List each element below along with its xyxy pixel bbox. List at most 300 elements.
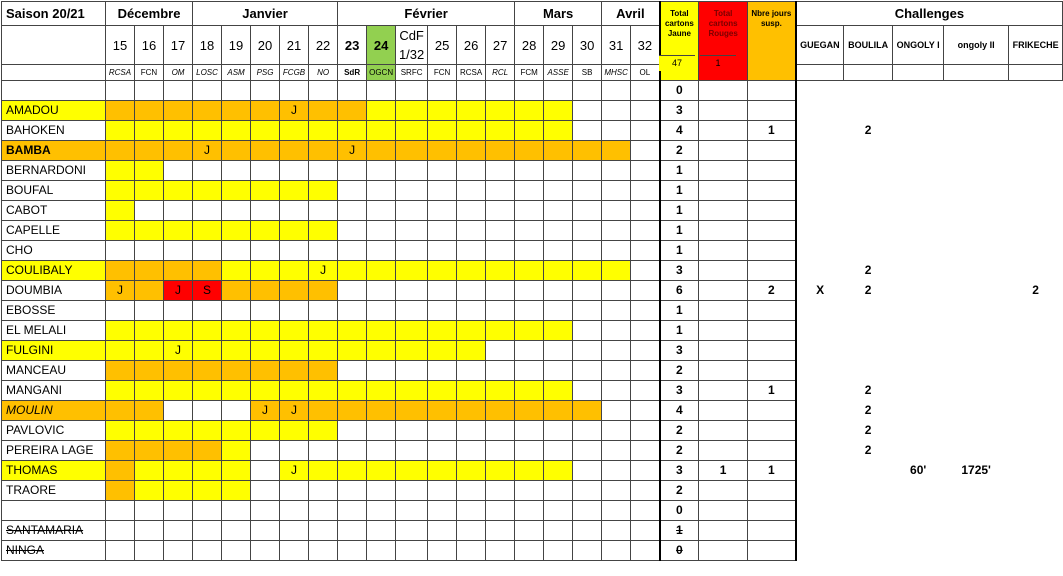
match-cell[interactable] [164, 441, 193, 461]
match-cell[interactable] [486, 141, 515, 161]
match-cell[interactable] [367, 341, 396, 361]
total-yellow-cell[interactable]: 2 [660, 481, 699, 501]
challenge-cell[interactable] [944, 161, 1009, 181]
match-cell[interactable] [544, 481, 573, 501]
match-cell[interactable] [367, 201, 396, 221]
match-cell[interactable] [457, 241, 486, 261]
suspension-cell[interactable] [748, 161, 796, 181]
match-cell[interactable] [222, 101, 251, 121]
match-cell[interactable]: J [164, 281, 193, 301]
match-cell[interactable] [222, 301, 251, 321]
match-cell[interactable] [515, 501, 544, 521]
match-cell[interactable] [428, 461, 457, 481]
match-cell[interactable] [106, 421, 135, 441]
match-cell[interactable]: S [193, 281, 222, 301]
match-cell[interactable] [457, 441, 486, 461]
match-cell[interactable] [396, 421, 428, 441]
match-cell[interactable] [457, 361, 486, 381]
match-cell[interactable] [135, 101, 164, 121]
match-cell[interactable] [544, 461, 573, 481]
match-cell[interactable] [486, 441, 515, 461]
challenge-cell[interactable] [844, 461, 893, 481]
match-cell[interactable] [164, 121, 193, 141]
player-name[interactable]: EBOSSE [2, 301, 106, 321]
challenge-cell[interactable] [796, 441, 844, 461]
challenge-cell[interactable] [796, 221, 844, 241]
match-cell[interactable] [573, 221, 602, 241]
match-cell[interactable] [309, 321, 338, 341]
total-red-cell[interactable] [699, 481, 748, 501]
match-cell[interactable] [486, 121, 515, 141]
player-name[interactable]: CABOT [2, 201, 106, 221]
match-cell[interactable] [428, 381, 457, 401]
match-cell[interactable] [309, 481, 338, 501]
match-cell[interactable] [396, 81, 428, 101]
match-cell[interactable] [573, 101, 602, 121]
challenge-cell[interactable] [893, 421, 944, 441]
match-cell[interactable] [573, 81, 602, 101]
match-cell[interactable] [135, 161, 164, 181]
match-cell[interactable] [515, 101, 544, 121]
match-cell[interactable] [222, 361, 251, 381]
match-cell[interactable] [309, 401, 338, 421]
match-cell[interactable] [251, 141, 280, 161]
match-cell[interactable] [222, 81, 251, 101]
match-cell[interactable]: J [338, 141, 367, 161]
match-cell[interactable] [251, 441, 280, 461]
match-cell[interactable] [309, 281, 338, 301]
match-cell[interactable] [602, 441, 631, 461]
match-cell[interactable] [338, 481, 367, 501]
match-cell[interactable] [193, 481, 222, 501]
match-cell[interactable] [309, 521, 338, 541]
challenge-cell[interactable] [944, 121, 1009, 141]
match-cell[interactable] [106, 241, 135, 261]
match-cell[interactable] [515, 381, 544, 401]
challenge-cell[interactable] [893, 381, 944, 401]
total-red-cell[interactable] [699, 241, 748, 261]
challenge-cell[interactable] [844, 361, 893, 381]
match-cell[interactable] [515, 541, 544, 561]
match-cell[interactable] [164, 461, 193, 481]
match-cell[interactable] [367, 161, 396, 181]
match-cell[interactable] [251, 281, 280, 301]
match-cell[interactable] [573, 481, 602, 501]
match-cell[interactable] [486, 461, 515, 481]
match-cell[interactable] [544, 401, 573, 421]
match-cell[interactable] [573, 121, 602, 141]
match-cell[interactable] [602, 281, 631, 301]
match-cell[interactable] [602, 461, 631, 481]
match-cell[interactable] [428, 101, 457, 121]
match-cell[interactable] [544, 301, 573, 321]
match-cell[interactable] [106, 501, 135, 521]
match-cell[interactable] [222, 221, 251, 241]
suspension-cell[interactable] [748, 481, 796, 501]
match-cell[interactable] [222, 541, 251, 561]
challenge-cell[interactable] [844, 161, 893, 181]
match-cell[interactable] [396, 321, 428, 341]
match-cell[interactable] [367, 281, 396, 301]
match-cell[interactable] [515, 421, 544, 441]
match-cell[interactable] [602, 181, 631, 201]
match-cell[interactable] [631, 221, 660, 241]
match-cell[interactable] [280, 281, 309, 301]
match-cell[interactable] [396, 541, 428, 561]
match-cell[interactable] [515, 361, 544, 381]
match-cell[interactable] [251, 121, 280, 141]
match-cell[interactable] [631, 301, 660, 321]
player-name[interactable]: PEREIRA LAGE [2, 441, 106, 461]
challenge-cell[interactable]: 2 [864, 283, 872, 297]
match-cell[interactable] [106, 121, 135, 141]
match-cell[interactable] [544, 221, 573, 241]
match-cell[interactable] [367, 141, 396, 161]
match-cell[interactable] [280, 181, 309, 201]
total-red-cell[interactable] [699, 441, 748, 461]
match-cell[interactable] [106, 81, 135, 101]
match-cell[interactable] [309, 361, 338, 381]
match-cell[interactable] [602, 101, 631, 121]
match-cell[interactable] [457, 181, 486, 201]
match-cell[interactable] [486, 501, 515, 521]
match-cell[interactable] [135, 361, 164, 381]
match-cell[interactable] [544, 541, 573, 561]
match-cell[interactable] [135, 221, 164, 241]
challenge-cell[interactable] [893, 281, 944, 301]
challenge-cell[interactable] [796, 401, 844, 421]
match-cell[interactable] [193, 321, 222, 341]
match-cell[interactable] [338, 281, 367, 301]
player-name[interactable]: PAVLOVIC [2, 421, 106, 441]
match-cell[interactable] [164, 401, 193, 421]
suspension-cell[interactable] [748, 521, 796, 541]
challenge-cell[interactable] [893, 401, 944, 421]
match-cell[interactable] [515, 81, 544, 101]
challenge-cell[interactable] [1009, 121, 1063, 141]
match-cell[interactable] [164, 81, 193, 101]
match-cell[interactable] [428, 401, 457, 421]
challenge-cell[interactable] [844, 241, 893, 261]
match-cell[interactable] [367, 321, 396, 341]
challenge-cell[interactable] [1009, 201, 1063, 221]
match-cell[interactable] [164, 481, 193, 501]
match-cell[interactable] [515, 341, 544, 361]
match-cell[interactable] [338, 401, 367, 421]
match-cell[interactable] [515, 221, 544, 241]
player-name[interactable] [2, 501, 106, 521]
match-cell[interactable] [631, 401, 660, 421]
match-cell[interactable] [396, 201, 428, 221]
match-cell[interactable] [164, 361, 193, 381]
match-cell[interactable] [396, 341, 428, 361]
challenge-cell[interactable] [844, 181, 893, 201]
challenge-cell[interactable] [1009, 401, 1063, 421]
match-cell[interactable] [251, 81, 280, 101]
match-cell[interactable] [544, 361, 573, 381]
challenge-cell[interactable] [944, 221, 1009, 241]
match-cell[interactable] [135, 301, 164, 321]
challenge-cell[interactable] [1009, 441, 1063, 461]
total-yellow-cell[interactable]: 3 [660, 101, 699, 121]
match-cell[interactable] [367, 461, 396, 481]
match-cell[interactable] [573, 281, 602, 301]
match-cell[interactable] [193, 261, 222, 281]
match-cell[interactable] [164, 161, 193, 181]
match-cell[interactable] [309, 141, 338, 161]
match-cell[interactable] [486, 221, 515, 241]
player-name[interactable]: SANTAMARIA [2, 521, 106, 541]
match-cell[interactable] [193, 241, 222, 261]
player-name[interactable]: CHO [2, 241, 106, 261]
match-cell[interactable] [515, 461, 544, 481]
match-cell[interactable] [396, 121, 428, 141]
match-cell[interactable] [631, 341, 660, 361]
challenge-cell[interactable] [893, 441, 944, 461]
match-cell[interactable] [222, 481, 251, 501]
match-cell[interactable] [631, 481, 660, 501]
match-cell[interactable] [251, 341, 280, 361]
challenge-cell[interactable] [796, 481, 844, 501]
match-cell[interactable] [106, 301, 135, 321]
match-cell[interactable] [164, 241, 193, 261]
match-cell[interactable] [251, 161, 280, 181]
match-cell[interactable] [193, 301, 222, 321]
match-cell[interactable] [457, 501, 486, 521]
match-cell[interactable] [309, 101, 338, 121]
match-cell[interactable] [367, 501, 396, 521]
player-name[interactable] [2, 81, 106, 101]
match-cell[interactable] [135, 401, 164, 421]
match-cell[interactable] [280, 241, 309, 261]
challenge-cell[interactable] [844, 321, 893, 341]
match-cell[interactable] [631, 461, 660, 481]
match-cell[interactable] [367, 81, 396, 101]
match-cell[interactable] [135, 261, 164, 281]
match-cell[interactable] [338, 321, 367, 341]
match-cell[interactable] [193, 541, 222, 561]
match-cell[interactable] [106, 401, 135, 421]
challenge-cell[interactable] [1009, 261, 1063, 281]
challenge-cell[interactable] [796, 321, 844, 341]
match-cell[interactable] [544, 161, 573, 181]
match-cell[interactable] [106, 541, 135, 561]
match-cell[interactable] [515, 401, 544, 421]
total-red-cell[interactable] [699, 221, 748, 241]
challenge-cell[interactable] [944, 421, 1009, 441]
match-cell[interactable] [251, 481, 280, 501]
match-cell[interactable] [164, 381, 193, 401]
match-cell[interactable] [309, 441, 338, 461]
match-cell[interactable] [193, 381, 222, 401]
challenge-cell[interactable] [944, 401, 1009, 421]
challenge-cell[interactable] [844, 541, 893, 561]
match-cell[interactable] [367, 121, 396, 141]
match-cell[interactable] [602, 141, 631, 161]
challenge-cell[interactable] [844, 481, 893, 501]
match-cell[interactable] [164, 221, 193, 241]
match-cell[interactable] [367, 101, 396, 121]
match-cell[interactable] [309, 181, 338, 201]
match-cell[interactable] [396, 161, 428, 181]
match-cell[interactable] [602, 361, 631, 381]
match-cell[interactable] [135, 541, 164, 561]
match-cell[interactable] [544, 501, 573, 521]
match-cell[interactable] [280, 121, 309, 141]
match-cell[interactable] [573, 341, 602, 361]
match-cell[interactable] [486, 421, 515, 441]
challenge-cell[interactable] [944, 241, 1009, 261]
match-cell[interactable] [544, 181, 573, 201]
match-cell[interactable] [544, 281, 573, 301]
match-cell[interactable] [602, 241, 631, 261]
challenge-cell[interactable] [893, 481, 944, 501]
challenge-cell[interactable] [796, 361, 844, 381]
match-cell[interactable] [544, 101, 573, 121]
challenge-cell[interactable] [944, 501, 1009, 521]
match-cell[interactable] [457, 101, 486, 121]
total-yellow-cell[interactable]: 4 [660, 401, 699, 421]
match-cell[interactable] [280, 361, 309, 381]
match-cell[interactable] [338, 521, 367, 541]
match-cell[interactable] [222, 321, 251, 341]
suspension-cell[interactable]: 1 [748, 461, 796, 481]
match-cell[interactable] [251, 181, 280, 201]
match-cell[interactable] [544, 261, 573, 281]
match-cell[interactable] [457, 401, 486, 421]
challenge-cell[interactable]: X [816, 283, 825, 297]
match-cell[interactable] [222, 201, 251, 221]
match-cell[interactable] [544, 241, 573, 261]
match-cell[interactable] [222, 421, 251, 441]
total-red-cell[interactable] [699, 301, 748, 321]
match-cell[interactable] [309, 241, 338, 261]
match-cell[interactable] [396, 221, 428, 241]
match-cell[interactable] [309, 421, 338, 441]
match-cell[interactable] [280, 261, 309, 281]
suspension-cell[interactable] [748, 81, 796, 101]
match-cell[interactable] [338, 81, 367, 101]
match-cell[interactable] [135, 521, 164, 541]
total-yellow-cell[interactable]: 3 [660, 381, 699, 401]
match-cell[interactable] [251, 541, 280, 561]
player-name[interactable]: TRAORE [2, 481, 106, 501]
match-cell[interactable] [193, 421, 222, 441]
suspension-cell[interactable] [748, 141, 796, 161]
match-cell[interactable] [602, 341, 631, 361]
suspension-cell[interactable] [748, 201, 796, 221]
challenge-cell[interactable]: 2 [1032, 283, 1039, 297]
match-cell[interactable] [631, 141, 660, 161]
match-cell[interactable] [428, 221, 457, 241]
match-cell[interactable] [573, 441, 602, 461]
total-red-cell[interactable] [699, 281, 748, 301]
match-cell[interactable] [631, 81, 660, 101]
challenge-cell[interactable] [1009, 361, 1063, 381]
total-red-cell[interactable] [699, 161, 748, 181]
match-cell[interactable] [573, 161, 602, 181]
match-cell[interactable] [515, 261, 544, 281]
match-cell[interactable] [631, 161, 660, 181]
match-cell[interactable] [193, 501, 222, 521]
match-cell[interactable] [602, 521, 631, 541]
total-red-cell[interactable] [699, 361, 748, 381]
match-cell[interactable] [106, 341, 135, 361]
match-cell[interactable] [544, 341, 573, 361]
match-cell[interactable] [135, 201, 164, 221]
match-cell[interactable] [457, 161, 486, 181]
match-cell[interactable] [457, 541, 486, 561]
match-cell[interactable] [602, 541, 631, 561]
match-cell[interactable] [367, 181, 396, 201]
match-cell[interactable] [193, 101, 222, 121]
match-cell[interactable] [193, 161, 222, 181]
match-cell[interactable] [106, 441, 135, 461]
match-cell[interactable] [428, 421, 457, 441]
match-cell[interactable] [457, 281, 486, 301]
match-cell[interactable] [164, 261, 193, 281]
challenge-cell[interactable] [1009, 501, 1063, 521]
player-name[interactable]: MANGANI [2, 381, 106, 401]
match-cell[interactable] [573, 361, 602, 381]
total-red-cell[interactable] [699, 141, 748, 161]
match-cell[interactable] [457, 141, 486, 161]
challenge-cell[interactable] [1009, 301, 1063, 321]
match-cell[interactable] [193, 521, 222, 541]
match-cell[interactable] [544, 81, 573, 101]
match-cell[interactable] [309, 121, 338, 141]
suspension-cell[interactable] [748, 301, 796, 321]
match-cell[interactable]: J [251, 401, 280, 421]
suspension-cell[interactable] [748, 401, 796, 421]
match-cell[interactable] [193, 341, 222, 361]
total-yellow-cell[interactable]: 1 [660, 521, 699, 541]
match-cell[interactable] [251, 421, 280, 441]
challenge-cell[interactable] [944, 361, 1009, 381]
match-cell[interactable] [367, 241, 396, 261]
match-cell[interactable] [428, 181, 457, 201]
match-cell[interactable] [280, 521, 309, 541]
challenge-cell[interactable] [796, 101, 844, 121]
challenge-cell[interactable] [944, 521, 1009, 541]
match-cell[interactable] [428, 441, 457, 461]
match-cell[interactable] [515, 521, 544, 541]
total-red-cell[interactable] [699, 101, 748, 121]
match-cell[interactable] [251, 261, 280, 281]
match-cell[interactable] [280, 141, 309, 161]
challenge-cell[interactable]: 60' [910, 463, 927, 477]
total-yellow-cell[interactable]: 1 [660, 321, 699, 341]
match-cell[interactable] [309, 161, 338, 181]
match-cell[interactable] [573, 321, 602, 341]
match-cell[interactable] [164, 521, 193, 541]
match-cell[interactable] [222, 501, 251, 521]
challenge-cell[interactable]: 2 [864, 403, 872, 417]
match-cell[interactable] [457, 421, 486, 441]
match-cell[interactable] [164, 541, 193, 561]
challenge-cell[interactable] [944, 181, 1009, 201]
match-cell[interactable] [106, 201, 135, 221]
challenge-cell[interactable] [893, 501, 944, 521]
match-cell[interactable] [573, 461, 602, 481]
challenge-cell[interactable] [1009, 101, 1063, 121]
match-cell[interactable]: J [280, 461, 309, 481]
challenge-cell[interactable] [796, 181, 844, 201]
match-cell[interactable] [428, 541, 457, 561]
match-cell[interactable] [602, 381, 631, 401]
match-cell[interactable] [164, 321, 193, 341]
match-cell[interactable] [135, 461, 164, 481]
